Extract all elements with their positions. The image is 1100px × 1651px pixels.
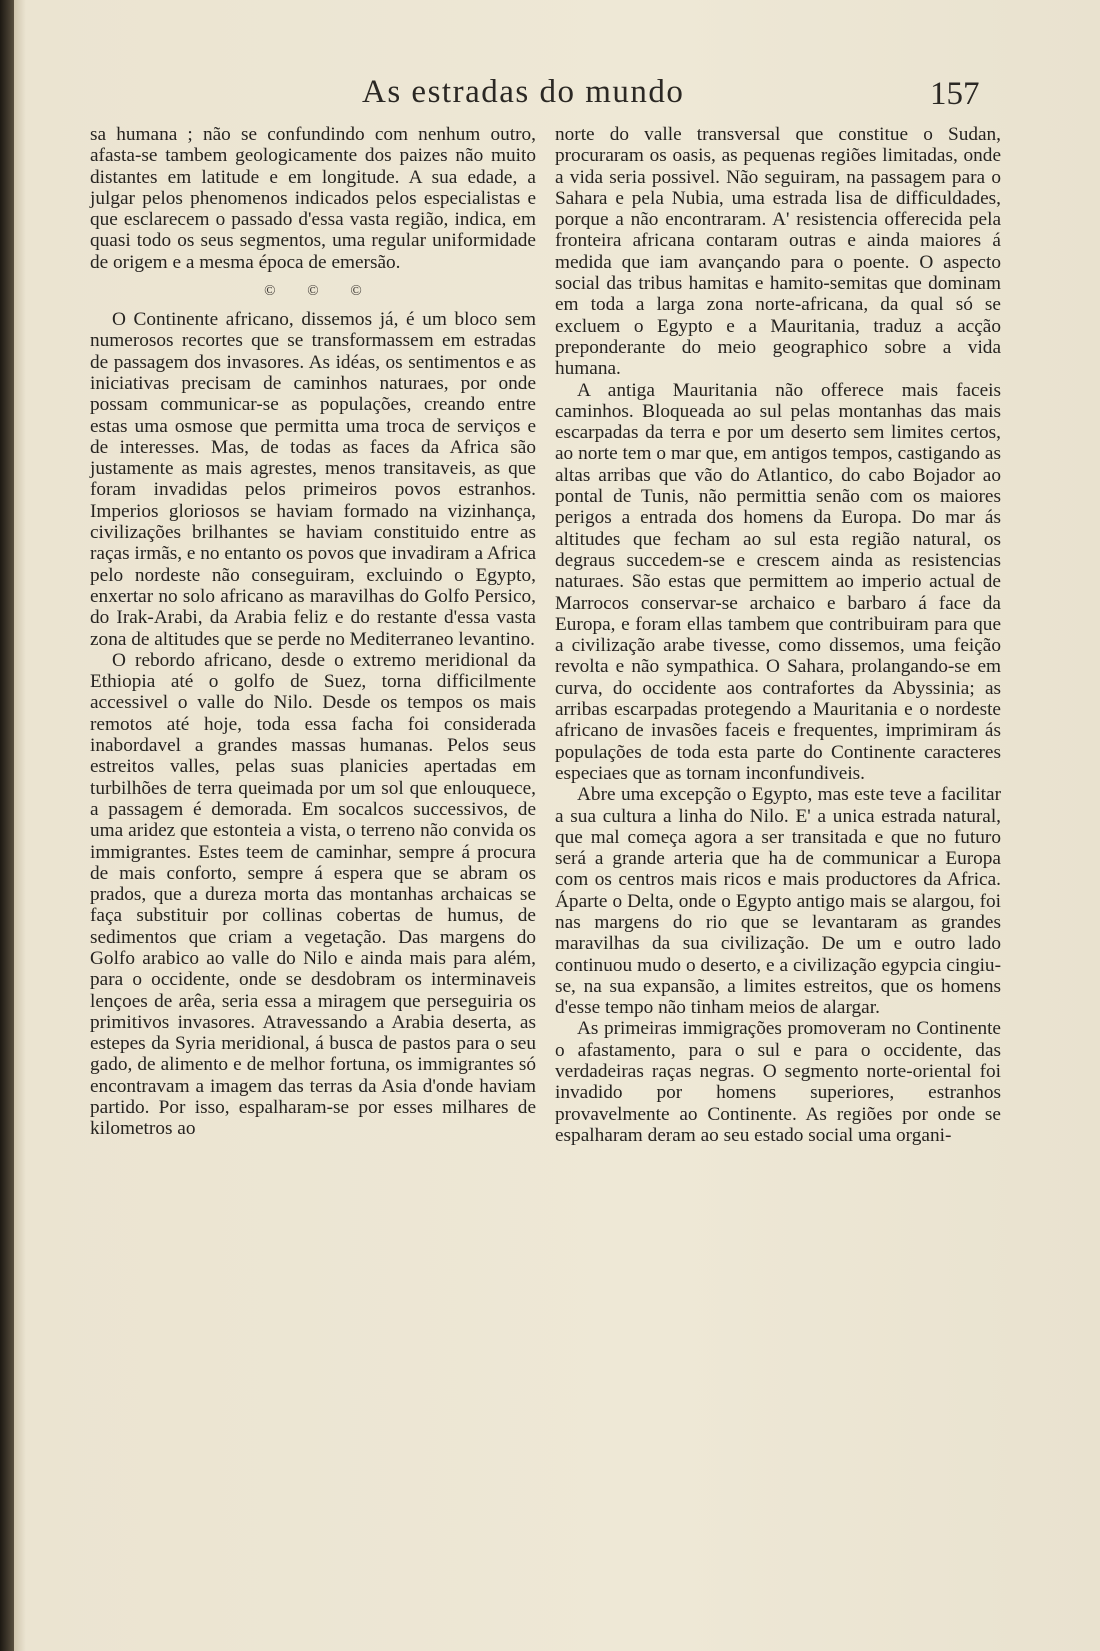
running-title: As estradas do mundo — [362, 74, 685, 110]
page-header — [0, 74, 1100, 118]
left-column — [90, 124, 536, 1140]
right-column — [555, 124, 1001, 1146]
paragraph: A antiga Mauritania não offerece mais faceis caminhos. Bloqueada ao sul pelas montanhas das mais escarpadas da terra e por um deserto sem limites certos, ao norte tem o mar que, em antigos tempos, castigando as altas arribas que vão do Atlantico, do cabo Bojador ao pontal de Tunis, não permittia senão com os maiores perigos a entrada dos homens da Europa. Do mar ás altitudes que fecham ao sul esta região natural, os degraus succedem-se e crescem ainda as resistencias naturaes. São estas que permittem ao imperio actual de Marrocos conservar-se archaico e barbaro á face da Europa, e foram ellas tambem que contribuiram para que a civilização arabe tivesse, como dissemos, uma feição revolta e não sympathica. O Sahara, prolangando-se em curva, do occidente aos contrafortes da Abyssinia; as arribas escarpadas protegendo a Mauritania e o nordeste africano de invasões faceis e frequentes, imprimiram ás populações de toda esta parte do Continente caracteres especiaes que as tornam inconfundiveis. — [555, 379, 1001, 784]
page-number: 157 — [930, 76, 980, 112]
paragraph: O Continente africano, dissemos já, é um bloco sem numerosos recortes que se transformassem em estradas de passagem dos invasores. As idéas, os sentimentos e as iniciativas precisam de caminhos naturaes, por onde possam communicar-se as populações, creando entre estas uma osmose que permitta uma troca de serviços e de interesses. Mas, de todas as faces da Africa são justamente as mais agrestes, menos transitaveis, as que foram invadidas pelos primeiros povos estranhos. Imperios gloriosos se haviam formado na vizinhança, civilizações brilhantes se haviam constituido entre as raças irmãs, e no entanto os povos que invadiram a Africa pelo nordeste não conseguiram, excluindo o Egypto, enxertar no solo africano as maravilhas do Golfo Persico, do Irak-Arabi, da Arabia feliz e do restante d'essa vasta zona de altitudes que se perde no Mediterraneo levantino. — [90, 309, 537, 650]
paragraph: O rebordo africano, desde o extremo meridional da Ethiopia até o golfo de Suez, torna difficilmente accessivel o valle do Nilo. Desde os tempos os mais remotos até hoje, toda essa facha foi considerada inabordavel a grandes massas humanas. Pelos seus estreitos valles, pelas suas planicies apertadas em turbilhões de terra queimada por um sol que enlouquece, a passagem é demorada. Em socalcos successivos, de uma aridez que estonteia a vista, o terreno não convida os immigrantes. Estes teem de caminhar, sempre á procura de mais conforto, sempre á espera que se abram os prados, que a dureza morta das montanhas archaicas se faça substituir por collinas cobertas de humus, de sedimentos que criam a vegetação. Das margens do Golfo arabico ao valle do Nilo e ainda mais para além, para o occidente, onde se desdobram os interminaveis lençoes de arêa, seria essa a miragem que perseguiria os primitivos invasores. Atravessando a Arabia deserta, as estepes da Syria meridional, á busca de pastos para o seu gado, de alimento e de melhor fortuna, os immigrantes só encontravam a imagem das terras da Asia d'onde haviam partido. Por isso, espalharam-se por esses milhares de kilometros ao — [90, 649, 536, 1140]
paragraph: sa humana ; não se confundindo com nenhum outro, afasta-se tambem geologicamente dos paizes não muito distantes em latitude e em longitude. A sua edade, a julgar pelos phenomenos indicados pelos especialistas e que esclarecem o passado d'essa vasta região, indica, em quasi todo os seus segmentos, uma regular uniformidade de origem e a mesma época de emersão. — [90, 124, 536, 273]
section-ornament: © © © — [264, 283, 376, 300]
paragraph: Abre uma excepção o Egypto, mas este teve a facilitar a sua cultura a linha do Nilo. E' a unica estrada natural, que mal começa agora a ser transitada e que no futuro será a grande arteria que ha de communicar a Europa com os centros mais ricos e mais productores da Africa. Áparte o Delta, onde o Egypto antigo mais se alargou, foi nas margens do rio que se levantaram as grandes maravilhas da sua civilização. De um e outro lado continuou mudo o deserto, e a civilização egypcia cingiu-se, na sua expansão, a limites estreitos, que os homens d'esse tempo não tinham meios de alargar. — [555, 784, 1001, 1019]
paragraph: norte do valle transversal que constitue o Sudan, procuraram os oasis, as pequenas regiões limitadas, onde a vida seria possivel. Não seguiram, na passagem para o Sahara e pela Nubia, uma estrada lisa de difficuldades, porque a não encontraram. A' resistencia offerecida pela fronteira africana contaram outras e ainda maiores á medida que iam avançando para o poente. O aspecto social das tribus hamitas e hamito-semitas que dominam em toda a larga zona norte-africana, da qual só se excluem o Egypto e a Mauritania, traduz a acção preponderante do meio geographico sobre a vida humana. — [555, 124, 1001, 380]
paragraph: As primeiras immigrações promoveram no Continente o afastamento, para o sul e para o occidente, das verdadeiras raças negras. O segmento norte-oriental foi invadido por homens superiores, estranhos provavelmente ao Continente. As regiões por onde se espalharam deram ao seu estado social uma organi- — [555, 1018, 1001, 1146]
book-spine-shadow — [0, 0, 14, 1651]
